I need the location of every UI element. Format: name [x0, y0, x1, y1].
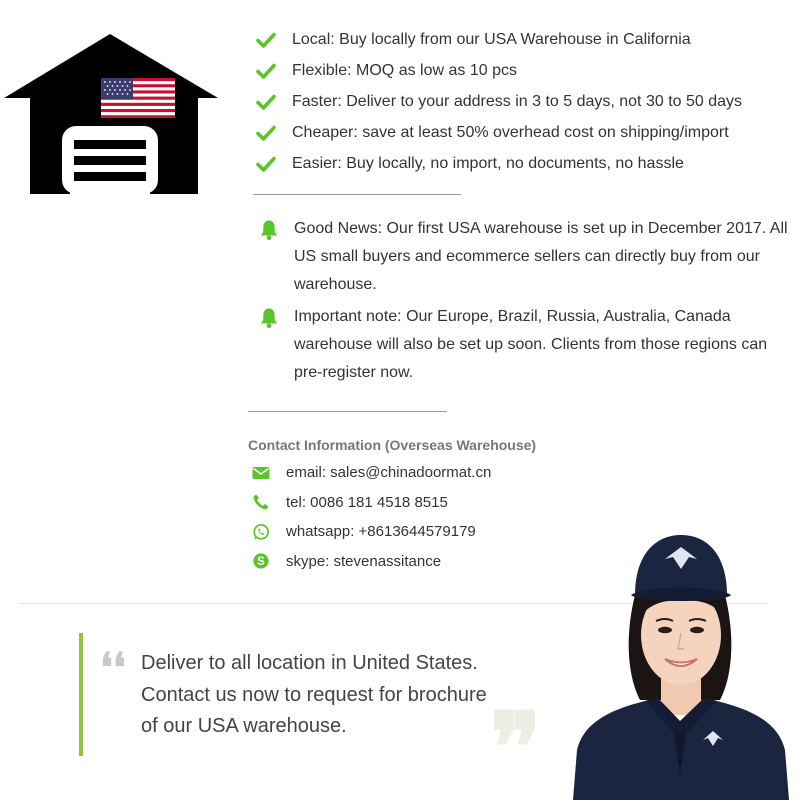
benefit-item	[255, 55, 795, 86]
benefit-text: Faster: Deliver to your address in 3 to 5 days, not 30 to 50 days	[292, 92, 743, 110]
benefit-text: Flexible: MOQ as low as 10 pcs	[292, 61, 517, 79]
usa-warehouse-icon	[0, 28, 230, 206]
contact-skype[interactable]	[252, 547, 491, 577]
benefit-item	[255, 86, 795, 117]
contact-email[interactable]	[252, 458, 491, 488]
section-divider	[253, 194, 461, 195]
benefit-item	[255, 148, 795, 179]
check-icon	[255, 153, 277, 175]
contact-skype-text[interactable]: skype: stevenassitance	[286, 552, 442, 570]
notice-good-news	[257, 215, 797, 299]
whatsapp-icon	[252, 523, 270, 541]
notice-important	[257, 303, 797, 387]
benefits-list	[255, 24, 795, 179]
contact-phone-text[interactable]: tel: 0086 181 4518 8515	[286, 493, 448, 511]
phone-icon	[252, 493, 270, 511]
section-divider	[248, 411, 447, 412]
bell-icon	[259, 307, 279, 329]
contact-whatsapp[interactable]	[252, 517, 491, 547]
contact-heading: Contact Information (Overseas Warehouse)	[248, 437, 537, 453]
contact-email-text[interactable]: email: sales@chinadoormat.cn	[286, 464, 492, 482]
benefit-item	[255, 24, 795, 55]
benefit-text: Cheaper: save at least 50% overhead cost on shipping/import	[292, 123, 729, 141]
benefit-text: Local: Buy locally from our USA Warehouse in California	[292, 30, 691, 48]
check-icon	[255, 91, 277, 113]
support-agent-photo	[565, 525, 800, 800]
check-icon	[255, 29, 277, 51]
svg-text:S: S	[257, 556, 265, 569]
quote-open-icon: ❛❛	[100, 644, 126, 691]
notice-text: Good News: Our first USA warehouse is set up in December 2017. All US small buyers and ecommerce sellers can directly buy from our warehouse.	[294, 220, 788, 293]
notice-text: Important note: Our Europe, Brazil, Russia, Australia, Canada warehouse will also be set up soon. Clients from those regions can pre-register now.	[294, 308, 768, 381]
check-icon	[255, 60, 277, 82]
benefit-text: Easier: Buy locally, no import, no documents, no hassle	[292, 154, 684, 172]
quote-text: Deliver to all location in United States. Contact us now to request for brochure of our USA warehouse.	[141, 652, 487, 737]
quote-close-icon: ❞	[490, 691, 542, 804]
skype-icon	[252, 552, 270, 570]
contact-phone[interactable]	[252, 488, 491, 518]
check-icon	[255, 122, 277, 144]
contact-whatsapp-text[interactable]: whatsapp: +8613644579179	[286, 523, 476, 541]
us-flag-icon	[101, 78, 175, 118]
quote-accent-bar	[79, 633, 83, 756]
bell-icon	[259, 219, 279, 241]
contact-list	[252, 458, 491, 576]
benefit-item	[255, 117, 795, 148]
envelope-icon	[252, 464, 270, 482]
